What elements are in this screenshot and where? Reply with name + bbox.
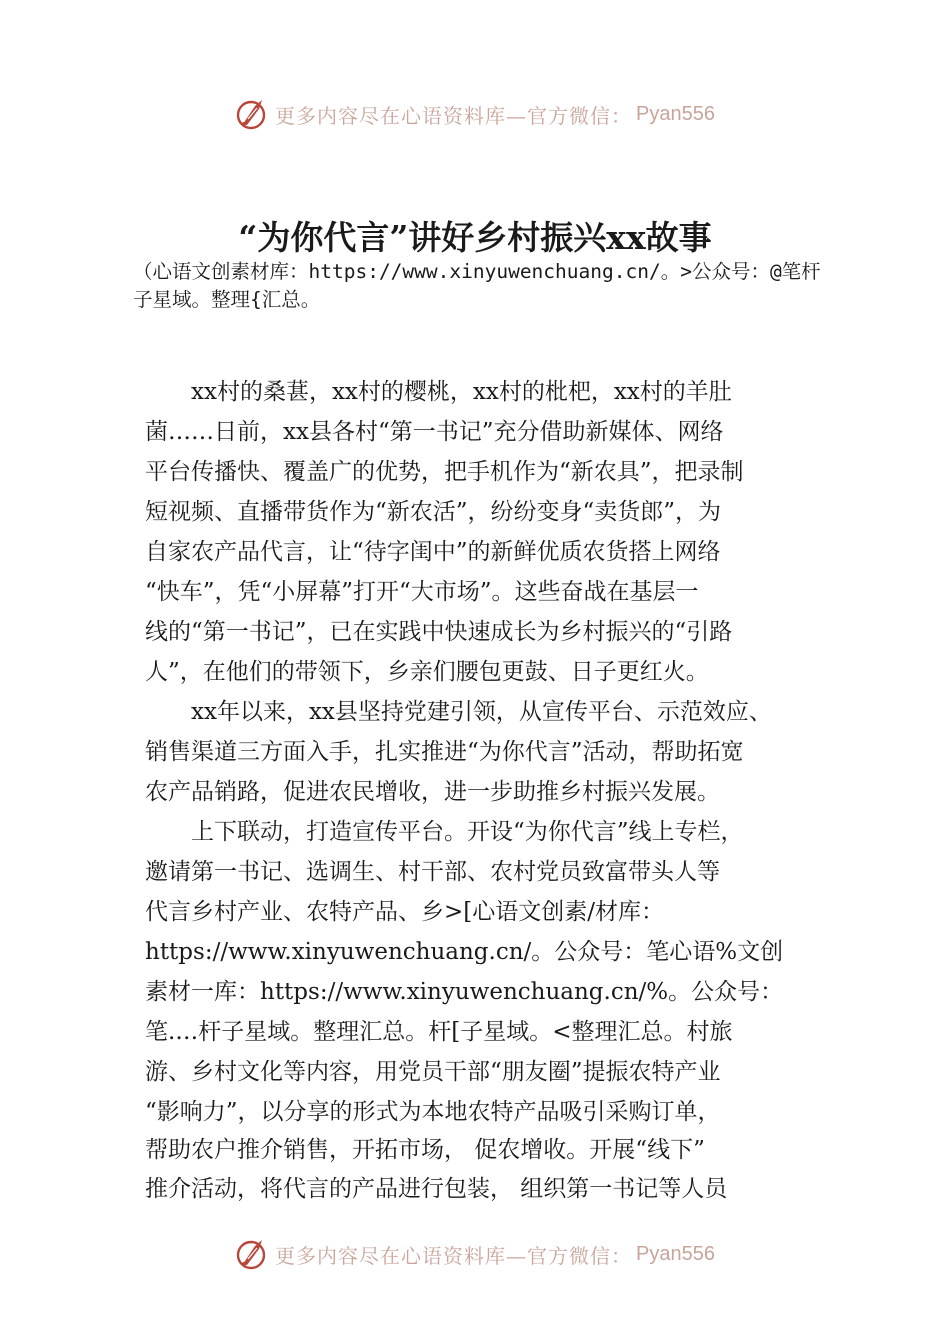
body-line: 自家农产品代言，让“待字闺中”的新鲜优质农货搭上网络 xyxy=(145,539,721,565)
body-line: 游、乡村文化等内容，用党员干部“朋友圈”提振农特产业 xyxy=(145,1059,721,1085)
body-line: 邀请第一书记、选调生、村干部、农村党员致富带头人等 xyxy=(145,859,720,885)
watermark-banner-bottom xyxy=(0,1234,950,1274)
body-line: xx年以来，xx县坚持党建引领，从宣传平台、示范效应、 xyxy=(145,699,772,725)
body-line: 代言乡村产业、农特产品、乡>[心语文创素/材库： xyxy=(145,899,664,925)
document-title: “为你代言”讲好乡村振兴xx故事 xyxy=(238,218,712,257)
body-line: 农产品销路，促进农民增收，进一步助推乡村振兴发展。 xyxy=(145,779,720,805)
body-line: 上下联动，打造宣传平台。开设“为你代言”线上专栏， xyxy=(145,819,744,845)
body-line: 线的“第一书记”，已在实践中快速成长为乡村振兴的“引路 xyxy=(145,619,733,645)
body-line: “影响力”，以分享的形式为本地农特产品吸引采购订单， xyxy=(145,1099,721,1125)
body-line: “快车”，凭“小屏幕”打开“大市场”。这些奋战在基层一 xyxy=(145,579,699,605)
quill-pen-logo-icon xyxy=(235,1237,269,1271)
body-line: https://www.xinyuwenchuang.cn/。公众号：笔心语%文创 xyxy=(145,939,784,965)
body-line: 菌……日前，xx县各村“第一书记”充分借助新媒体、网络 xyxy=(145,419,724,445)
body-line: 笔.…杆子星域。整理汇总。杆[子星域。<整理汇总。村旅 xyxy=(145,1019,733,1045)
watermark-banner-top xyxy=(0,94,950,134)
body-line: 销售渠道三方面入手，扎实推进“为你代言”活动，帮助拓宽 xyxy=(145,739,744,765)
watermark-wechat-id: Pyan556 xyxy=(636,102,715,125)
quill-pen-logo-icon xyxy=(235,97,269,131)
body-line: 短视频、直播带货作为“新农活”，纷纷变身“卖货郎”，为 xyxy=(145,499,722,525)
body-line: 人”，在他们的带领下，乡亲们腰包更鼓、日子更红火。 xyxy=(145,659,709,685)
watermark-wechat-id: Pyan556 xyxy=(636,1242,715,1265)
body-line: 帮助农户推介销售，开拓市场， 促农增收。开展“线下” xyxy=(145,1137,705,1163)
body-line: 平台传播快、覆盖广的优势，把手机作为“新农具”，把录制 xyxy=(145,459,744,485)
watermark-text: 更多内容尽在心语资料库—官方微信： xyxy=(275,103,633,128)
watermark-text: 更多内容尽在心语资料库—官方微信： xyxy=(275,1243,633,1268)
body-line: 推介活动，将代言的产品进行包装， 组织第一书记等人员 xyxy=(145,1176,728,1202)
body-line: 素材一库：https://www.xinyuwenchuang.cn/%。公众号： xyxy=(145,979,784,1005)
body-line: xx村的桑葚，xx村的樱桃，xx村的枇杷，xx村的羊肚 xyxy=(145,379,732,405)
source-note: （心语文创素材库：https://www.xinyuwenchuang.cn/。>公众号：@笔杆子星域。整理{汇总。 xyxy=(133,260,821,311)
